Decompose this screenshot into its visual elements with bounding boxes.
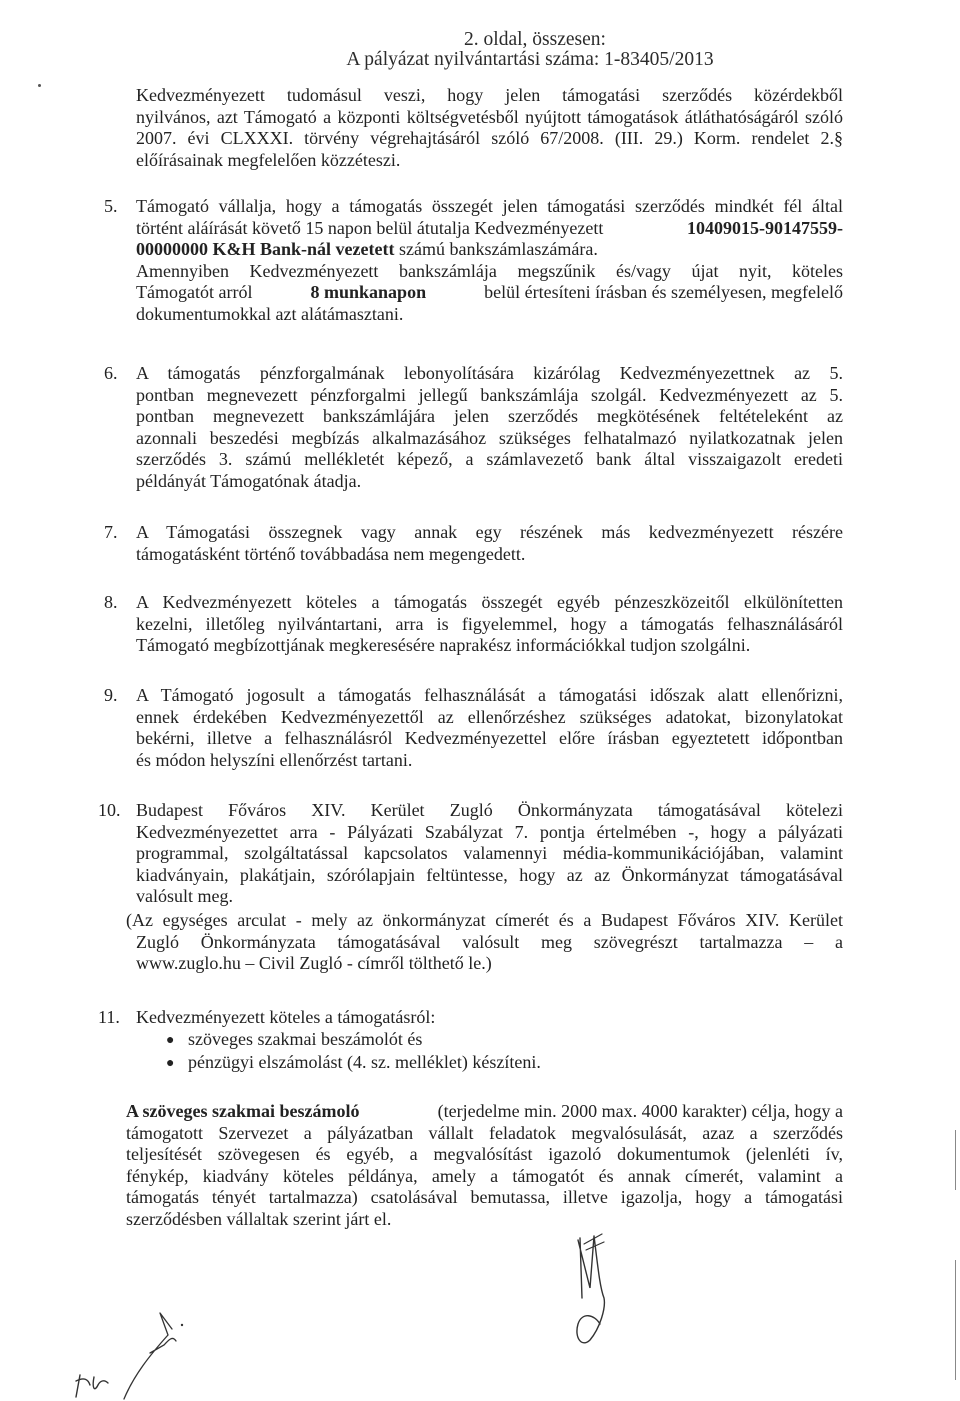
scan-edge-mark	[955, 1130, 956, 1190]
point-11-intro: Kedvezményezett köteles a támogatásról:	[136, 1007, 436, 1027]
point-5-deadline-line: Támogatót arról 8 munkanapon belül értesíteni írásban és személyesen, megfelelő	[136, 282, 843, 302]
point-5-bank-line: 00000000 K&H Bank-nál vezetett számú bankszámlaszámára.	[136, 239, 598, 259]
report-paragraph: A szöveges szakmai beszámoló (terjedelme min. 2000 max. 4000 karakter) célja, hogy a támogatott Szervezet a pályázatban vállalt feladatok megvalósulását, azaz a szerződés teljesítését szövegesen és egyéb, a megvalósítást igazoló dokumentumok (jelenléti ív, fénykép, kiadvány köteles példánya, amely a támogatót és annak címerét, valamint a támogatás tényét tartalmazza) csatolásával bemutassa, illetve igazolja, hogy a támogatási szerződésben vállaltak szerint járt el.	[126, 1101, 843, 1229]
list-item: ● pénzügyi elszámolást (4. sz. melléklet) készíteni.	[166, 1052, 541, 1075]
bullet-icon: ●	[166, 1033, 175, 1048]
point-8-paragraph: A Kedvezményezett köteles a támogatás összegét egyéb pénzeszközeitől elkülönítetten kezelni, illetőleg nyilvántartani, arra is figyelemmel, hogy a támogatás felhasználásáról Támogató megbízottjának megkeresésére naprakész információkkal tudjon szolgálni.	[136, 592, 843, 655]
point-10-number: 10.	[98, 800, 121, 820]
scan-speck	[38, 84, 41, 87]
point-5-number: 5.	[104, 196, 118, 216]
scan-edge-mark	[955, 1260, 956, 1380]
point-10-note: (Az egységes arculat - mely az önkormányzat címerét és a Budapest Főváros XIV. Kerület Zugló Önkormányzata támogatásával valósult meg szövegrészt tartalmazza – a www.zuglo.hu – Civil Zugló - címről tölthető le.)	[126, 910, 843, 973]
list-item: ● szöveges szakmai beszámolót és	[166, 1029, 541, 1052]
bullet-icon: ●	[166, 1055, 175, 1071]
point-5-paragraph: Támogató vállalja, hogy a támogatás összegét jelen támogatási szerződés mindkét fél által történt aláírását követő 15 napon belül átutalja Kedvezményezett 10409015-90147559- 00000000 K&H Bank-nál vezetett számú bankszámlaszámára. Amennyiben Kedvezményezett bankszámlája megszűnik és/vagy újat nyit, köteles Támogatót arról 8 munkanapon belül értesíteni írásban és személyesen, megfelelő dokumentumokkal azt alátámasztani.	[136, 196, 843, 324]
bank-name: K&H Bank-nál vezetett	[212, 239, 395, 259]
account-number: 10409015-90147559-	[687, 217, 843, 238]
signature	[64, 1305, 194, 1401]
point-9-paragraph: A Támogató jogosult a támogatás felhasználását a támogatási időszak alatt ellenőrizni, ennek érdekében Kedvezményezettől az ellenőrzéshez szükséges adatokat, bizonylatokat bekérni, illetve a felhasználásról Kedvezményezettel előre írásban egyeztetett időpontban és módon helyszíni ellenőrzést tartani.	[136, 685, 843, 770]
intro-paragraph: Kedvezményezett tudomásul veszi, hogy jelen támogatási szerződés közérdekből nyilvános, azt Támogató a központi költségvetésből nyújtott támogatások átláthatóságáról szóló 2007. évi CLXXXI. törvény végrehajtásáról szóló 67/2008. (III. 29.) Korm. rendelet 2.§ előírásainak megfelelően közzéteszi.	[136, 85, 843, 170]
point-6-number: 6.	[104, 363, 118, 383]
signature-initials	[560, 1228, 640, 1358]
point-7-number: 7.	[104, 522, 118, 542]
point-5-transfer-line: történt aláírását követő 15 napon belül átutalja Kedvezményezett 10409015-90147559-	[136, 217, 843, 238]
point-6-paragraph: A támogatás pénzforgalmának lebonyolítására kizárólag Kedvezményezettnek az 5. pontban megnevezett pénzforgalmi jellegű bankszámlája szolgál. Kedvezményezett az 5. pontban megnevezett bankszámlájára jelen szerződés megkötésének feltételeként az azonnali beszedési megbízás alkalmazásához szükséges felhatalmazó nyilatkozatnak jelen szerződés 3. számú mellékletét képező, a számlavezető bank által visszaigazolt eredeti példányát Támogatónak átadja.	[136, 363, 843, 491]
point-10-paragraph: Budapest Főváros XIV. Kerület Zugló Önkormányzata támogatásával kötelezi Kedvezményezettet arra - Pályázati Szabályzat 7. pontja értelmében -, hogy a pályázati programmal, szolgáltatással kapcsolatos valamennyi média-kommunikációjában, valamint kiadványain, plakátjain, szórólapjain feltüntesse, hogy az az Önkormányzat támogatásával valósult meg.	[136, 800, 843, 906]
page-counter: 2. oldal, összesen:	[464, 29, 606, 50]
point-11-number: 11.	[98, 1007, 120, 1027]
point-7-paragraph: A Támogatási összegnek vagy annak egy részének más kedvezményezett részére támogatásként történő továbbadása nem megengedett.	[136, 522, 843, 564]
point-9-number: 9.	[104, 685, 118, 705]
application-number: A pályázat nyilvántartási száma: 1-83405/2013	[346, 49, 714, 70]
point-11-bullet-list	[166, 1029, 541, 1074]
deadline: 8 munkanapon	[310, 282, 427, 302]
point-8-number: 8.	[104, 592, 118, 612]
report-bold-lead: A szöveges szakmai beszámoló	[126, 1101, 360, 1121]
